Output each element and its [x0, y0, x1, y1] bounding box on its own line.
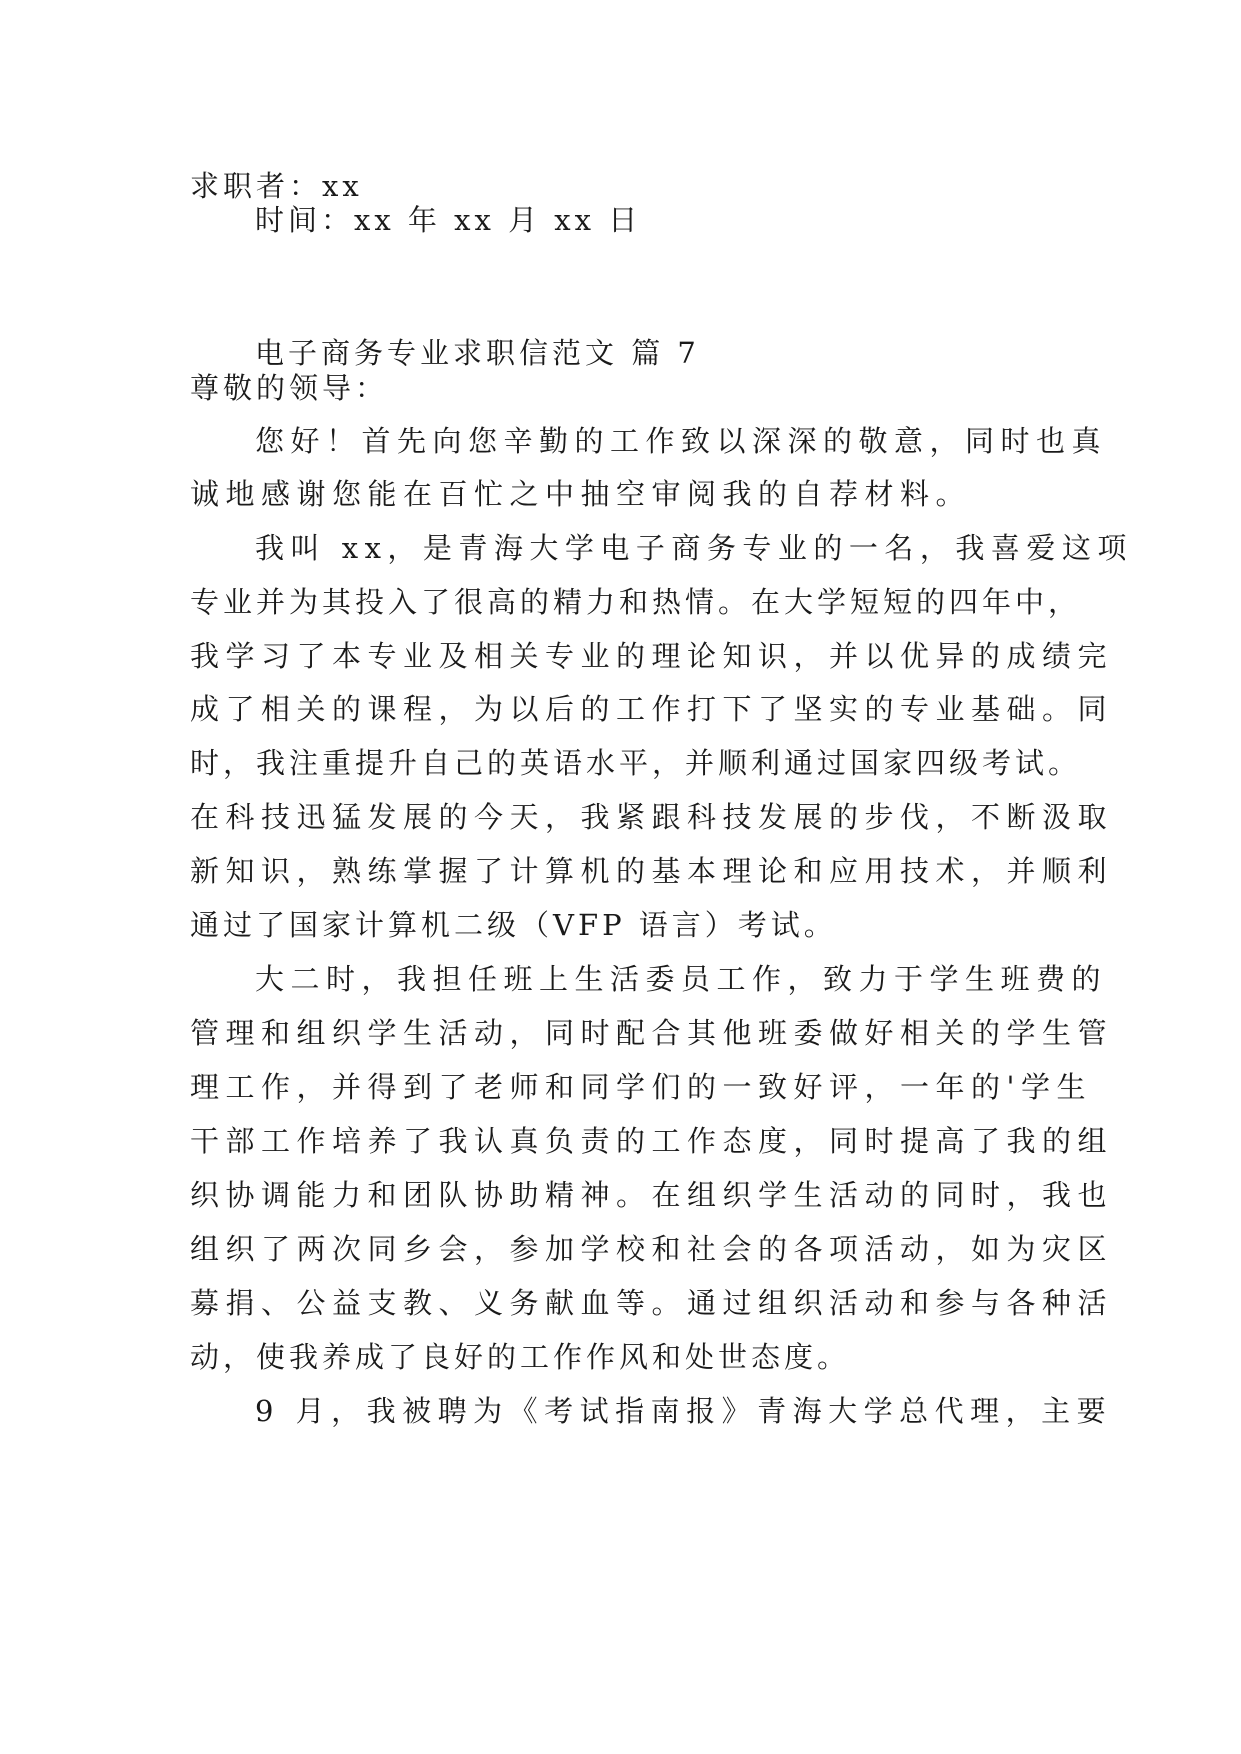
paragraph-line: 干部工作培养了我认真负责的工作态度，同时提高了我的组	[190, 1124, 1114, 1158]
date-line: 时间：xx 年 xx 月 xx 日	[255, 203, 642, 237]
paragraph-line: 您好！首先向您辛勤的工作致以深深的敬意，同时也真	[255, 424, 1108, 458]
paragraph-line: 理工作，并得到了老师和同学们的一致好评，一年的'学生	[190, 1070, 1092, 1104]
paragraph-line: 我叫 xx，是青海大学电子商务专业的一名，我喜爱这项	[255, 531, 1133, 565]
paragraph-line: 时，我注重提升自己的英语水平，并顺利通过国家四级考试。	[190, 746, 1082, 780]
paragraph-line: 诚地感谢您能在百忙之中抽空审阅我的自荐材料。	[190, 477, 972, 511]
paragraph-line: 大二时，我担任班上生活委员工作，致力于学生班费的	[255, 962, 1108, 996]
paragraph-line: 我学习了本专业及相关专业的理论知识，并以优异的成绩完	[190, 639, 1114, 673]
paragraph-line: 9 月，我被聘为《考试指南报》青海大学总代理，主要	[255, 1394, 1113, 1428]
paragraph-line: 募捐、公益支教、义务献血等。通过组织活动和参与各种活	[190, 1286, 1114, 1320]
section-heading: 电子商务专业求职信范文 篇 7	[255, 336, 700, 370]
paragraph-line: 动，使我养成了良好的工作作风和处世态度。	[190, 1340, 851, 1374]
paragraph-line: 专业并为其投入了很高的精力和热情。在大学短短的四年中，	[190, 585, 1082, 619]
paragraph-line: 织协调能力和团队协助精神。在组织学生活动的同时，我也	[190, 1178, 1114, 1212]
paragraph-line: 管理和组织学生活动，同时配合其他班委做好相关的学生管	[190, 1016, 1114, 1050]
salutation: 尊敬的领导：	[190, 371, 389, 405]
paragraph-line: 新知识，熟练掌握了计算机的基本理论和应用技术，并顺利	[190, 854, 1114, 888]
paragraph-line: 组织了两次同乡会，参加学校和社会的各项活动，如为灾区	[190, 1232, 1114, 1266]
paragraph-line: 通过了国家计算机二级（VFP 语言）考试。	[190, 908, 837, 942]
applicant-line: 求职者：xx	[190, 169, 363, 203]
paragraph-line: 在科技迅猛发展的今天，我紧跟科技发展的步伐，不断汲取	[190, 800, 1114, 834]
paragraph-line: 成了相关的课程，为以后的工作打下了坚实的专业基础。同	[190, 692, 1114, 726]
